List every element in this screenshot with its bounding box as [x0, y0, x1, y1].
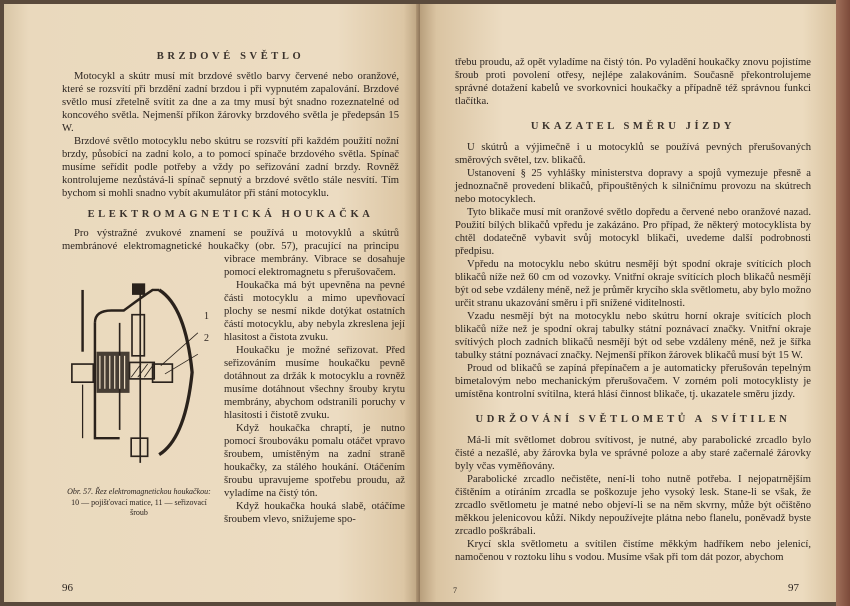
figure-label-1: 1 — [204, 311, 209, 322]
paragraph: Ustanovení § 25 vyhlášky ministerstva dopravy a spojů vymezuje přesně a jednoznačně provedení blikačů, připouštěných k silničnímu provozu na skútrech nebo motocyklech. — [455, 168, 811, 205]
figure-caption — [62, 487, 216, 519]
right-page — [420, 4, 836, 602]
paragraph: Houkačka má být upevněna na pevné části motocyklu a mimo upevňovací plochy se nesmí nikde dotýkat ostatních částí motocyklu, aby nebyla zkreslena její hlasitost a čistota zvuku. — [224, 280, 405, 343]
paragraph: třebu proudu, až opět vyladíme na čistý tón. Po vyladění houkačky znovu pojistíme šroub proti povolení otřesy, nejlépe zalakováním. Současně překontrolujeme správné dotažení kabelů ve svorkovnici houkačky a případně též správnou funkci tlačítka. — [455, 57, 811, 107]
left-page — [4, 4, 420, 602]
figure-column — [62, 253, 216, 526]
paragraph: Když houkačka chraptí, je nutno pomocí šroubováku pomalu otáčet vpravo šroubem, umístěným na zadní straně houkačky, za stálého houkání. Otáčením šroubu upravujeme spotřebu proudu, až vyladíme na čistý tón. — [224, 423, 405, 499]
left-narrow-column — [224, 253, 405, 526]
page-number-left: 96 — [62, 582, 73, 594]
caption-title: Obr. 57. Řez elektromagnetickou houkačkou: — [67, 487, 211, 496]
paragraph: Když houkačka houká slabě, otáčíme šroubem vlevo, snižujeme spo- — [224, 501, 405, 525]
paragraph — [62, 227, 399, 253]
paragraph: Brzdové světlo motocyklu nebo skútru se rozsvítí při každém použití nožní brzdy, působící na zadní kolo, a to pomocí spínače brzdového světla. Spínač musíme seřídit podle potřeby a vždy po seřizování zadní brzdy. Rovněž kontrolujeme nezůstává-li spínač sepnutý a brzdové světlo stále nesvítí. Tím bychom si mohli snadno vybít akumulátor při stání motocyklu. — [62, 136, 399, 199]
right-text-block-3 — [455, 434, 811, 564]
paragraph: Parabolické zrcadlo nečistěte, není-li toho nutně potřeba. I nejopatrnějším čištěním a otíráním zrcadla se poškozuje jeho vysoký lesk. Stane-li se však, že zrcadlo světlometu je matné nebo objeví-li se na něm skvrny, může být očištěno měkkou jelenicovou kůží. Nikdy nepoužívejte plátna nebo flanelu, poněvadž byste zrcadlo poškrábali. — [455, 474, 811, 537]
paragraph: Vzadu nesmějí být na motocyklu nebo skútru horní okraje svítících ploch blikačů níže než je spodní okraj tabulky státní poznávací značky. Vnitřní okraje svítivých ploch zadních blikačů nesmějí být od sebe vzdáleny méně, než je šířka tabulky státní poznávací značky. Nejmenší příkon žárovek blikačů musí být 15 W. — [455, 311, 811, 361]
paragraph-text: Pro výstražné zvukové znamení se používá u motovyklů a skútrů membránové elektromagnetické houkačky (obr. 57), pracující na principu — [62, 228, 399, 252]
paragraph: Vpředu na motocyklu nebo skútru nesmějí být spodní okraje svítících ploch blikačů níže než 60 cm od vozovky. Vnitřní okraje svítících ploch blikačů nesmějí být od sebe vzdáleny méně, než je průměr krycího skla světlometu, aby bylo možno určit stranu ukazování směru i při snížené viditelnosti. — [455, 259, 811, 309]
book-cover-edge — [836, 0, 850, 606]
paragraph: U skútrů a výjimečně i u motocyklů se používá pevných přerušovaných směrových světel, tzv. blikačů. — [455, 142, 811, 166]
paragraph: Houkačku je možné seřizovat. Před seřizováním musíme houkačku pevně dotáhnout za držák k motocyklu a rovněž musíme dotáhnout všechny šrouby krytu membrány, abychom odstranili poruchy v hlasitosti i čistotě zvuku. — [224, 345, 405, 421]
paragraph: vibrace membrány. Vibrace se dosahuje pomocí elektromagnetu s přerušovačem. — [224, 254, 405, 278]
right-page-content — [455, 56, 811, 564]
paragraph: Motocykl a skútr musí mít brzdové světlo barvy červené nebo oranžové, které se rozsvítí při brzdění zadní brzdou i při vypnutém zapalování. Brzdové světlo musí zřetelně svítit za dne a za tmy musí být snadno rozeznatelné od koncového světla. Nejmenší příkon žárovky brzdového světla je předepsán 15 W. — [62, 71, 399, 134]
page-number-right: 97 — [788, 582, 799, 594]
horn-cross-section-figure — [62, 259, 202, 479]
paragraph: Proud od blikačů se zapíná přepínačem a je automaticky přerušován tepelným bimetalovým nebo mechanickým přerušovačem. V zorném poli motocyklisty je umístěna kontrolní svítilna, která hlásí činnost blikače, tj. ukazatele směru jízdy. — [455, 363, 811, 400]
heading-elektromagneticka-houkacka: ELEKTROMAGNETICKÁ HOUKAČKA — [87, 209, 374, 220]
left-page-content — [62, 50, 405, 526]
left-text-block-1 — [62, 70, 399, 200]
paragraph: Má-li mít světlomet dobrou svítivost, je nutné, aby parabolické zrcadlo bylo čisté a nezašlé, aby žárovka byla ve správné poloze a aby staré začernalé žárovky byly včas vyměňovány. — [455, 435, 811, 472]
paragraph: Krycí skla světlometu a svítilen čistíme měkkým hadříkem nebo jelenicí, namočenou v roztoku lihu s vodou. Musíme však při tom dát pozor, abychom — [455, 539, 811, 563]
paragraph: Tyto blikače musí mít oranžové světlo dopředu a červené nebo oranžové nazad. Použití bílých blikačů vpředu je zakázáno. Pro případ, že některý motocyklista by chtěl dodatečně vybavit svůj motocykl blikači, uvedeme další podrobnosti předpisu. — [455, 207, 811, 257]
figure-label-2: 2 — [204, 333, 209, 344]
right-text-block-1 — [455, 56, 811, 108]
heading-udrzovani-svetlometu: UDRŽOVÁNÍ SVĚTLOMETŮ A SVÍTILEN — [475, 414, 791, 425]
heading-ukazatel-smeru-jizdy: UKAZATEL SMĚRU JÍZDY — [530, 121, 736, 132]
right-text-block-2 — [455, 141, 811, 401]
caption-text: 10 — pojišťovací matice, 11 — seřizovací šroub — [71, 497, 207, 517]
heading-brzdove-svetlo: BRZDOVÉ SVĚTLO — [156, 51, 305, 62]
signature-mark: 7 — [453, 586, 457, 595]
figure-and-text-row — [62, 253, 405, 526]
